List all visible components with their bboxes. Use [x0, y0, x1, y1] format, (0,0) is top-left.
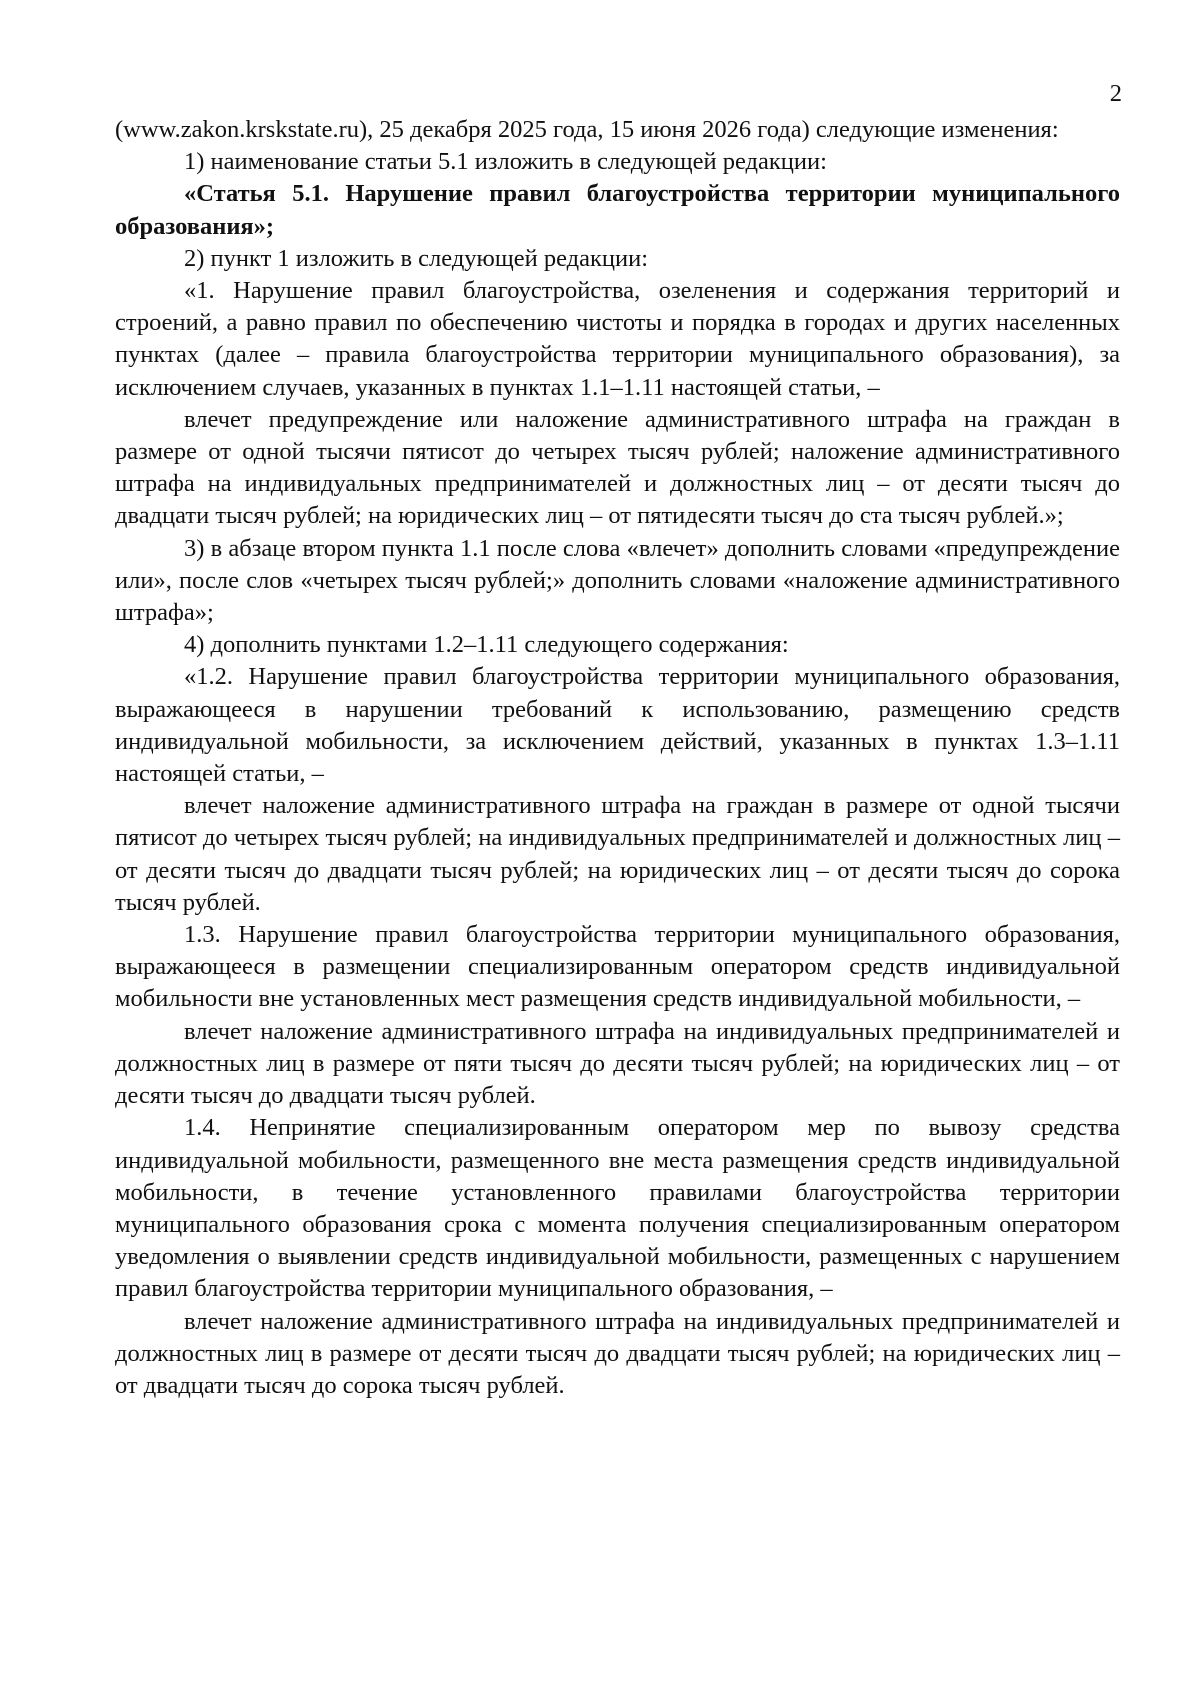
paragraph-point-1-3: 1.3. Нарушение правил благоустройства территории муниципального образования, выражающееся в размещении специализированным оператором средств индивидуальной мобильности вне установленных мест размещения средств индивидуальной мобильности, –	[115, 921, 1120, 1013]
paragraph-item-2: 2) пункт 1 изложить в следующей редакции:	[184, 244, 649, 272]
paragraph-point-1-penalty: влечет предупреждение или наложение административного штрафа на граждан в размере от одной тысячи пятисот до четырех тысяч рублей; наложение административного штрафа на индивидуальных предпринимателей и должностных лиц – от десяти тысяч до двадцати тысяч рублей; на юридических лиц – от пятидесяти тысяч до ста тысяч рублей.»;	[115, 405, 1120, 530]
paragraph-article-title: «Статья 5.1. Нарушение правил благоустройства территории муниципального образования»;	[115, 180, 1120, 240]
document-body	[115, 114, 1120, 1402]
paragraph-point-1-4-penalty: влечет наложение административного штрафа на индивидуальных предпринимателей и должностных лиц в размере от десяти тысяч до двадцати тысяч рублей; на юридических лиц – от двадцати тысяч до сорока тысяч рублей.	[115, 1307, 1120, 1399]
paragraph-point-1-4: 1.4. Непринятие специализированным оператором мер по вывозу средства индивидуальной мобильности, размещенного вне места размещения средств индивидуальной мобильности, в течение установленного правилами благоустройства территории муниципального образования срока с момента получения специализированным оператором уведомления о выявлении средств индивидуальной мобильности, размещенных с нарушением правил благоустройства территории муниципального образования, –	[115, 1114, 1120, 1303]
page-number: 2	[1109, 80, 1122, 107]
paragraph-item-1: 1) наименование статьи 5.1 изложить в следующей редакции:	[184, 148, 827, 176]
paragraph-point-1-2-penalty: влечет наложение административного штрафа на граждан в размере от одной тысячи пятисот до четырех тысяч рублей; на индивидуальных предпринимателей и должностных лиц – от десяти тысяч до двадцати тысяч рублей; на юридических лиц – от десяти тысяч до сорока тысяч рублей.	[115, 792, 1120, 916]
paragraph-item-3: 3) в абзаце втором пункта 1.1 после слова «влечет» дополнить словами «предупреждение или», после слов «четырех тысяч рублей;» дополнить словами «наложение административного штрафа»;	[115, 534, 1120, 627]
paragraph-point-1: «1. Нарушение правил благоустройства, озеленения и содержания территорий и строений, а равно правил по обеспечению чистоты и порядка в городах и других населенных пунктах (далее – правила благоустройства территории муниципального образования), за исключением случаев, указанных в пунктах 1.1–1.11 настоящей статьи, –	[115, 277, 1120, 401]
paragraph-point-1-3-penalty: влечет наложение административного штрафа на индивидуальных предпринимателей и должностных лиц в размере от пяти тысяч до десяти тысяч рублей; на юридических лиц – от десяти тысяч до двадцати тысяч рублей.	[115, 1017, 1120, 1110]
paragraph-item-4: 4) дополнить пунктами 1.2–1.11 следующего содержания:	[184, 631, 789, 659]
paragraph-point-1-2: «1.2. Нарушение правил благоустройства территории муниципального образования, выражающееся в нарушении требований к использованию, размещению средств индивидуальной мобильности, за исключением действий, указанных в пунктах 1.3–1.11 настоящей статьи, –	[115, 663, 1120, 788]
paragraph-intro: (www.zakon.krskstate.ru), 25 декабря 2025 года, 15 июня 2026 года) следующие изменения:	[115, 116, 1059, 143]
